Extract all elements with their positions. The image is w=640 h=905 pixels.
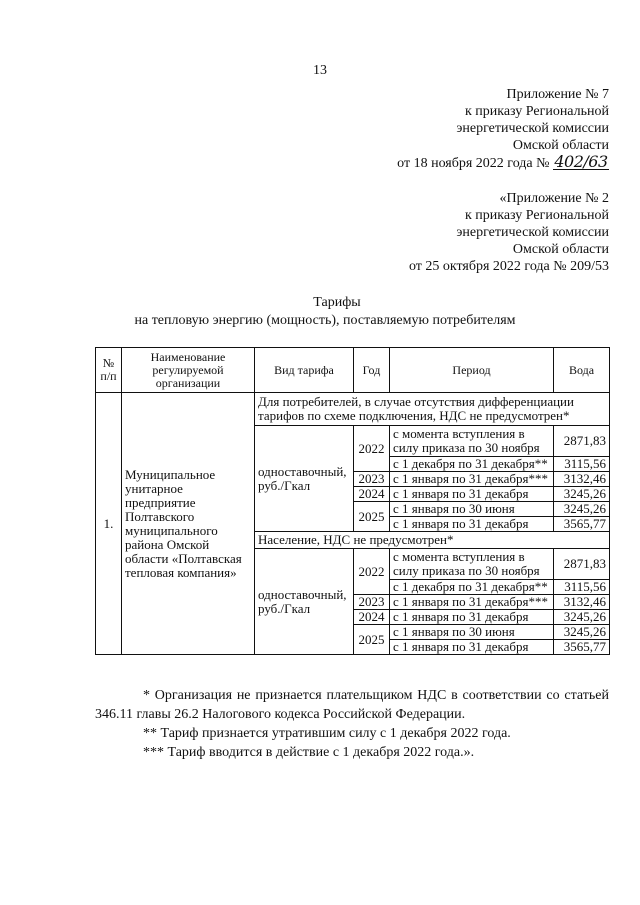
- value-cell: 3245,26: [554, 610, 610, 625]
- year-cell: 2025: [354, 502, 390, 532]
- appendix-current-line2: к приказу Региональной: [464, 104, 609, 119]
- year-cell: 2024: [354, 610, 390, 625]
- period-cell: с 1 декабря по 31 декабря**: [390, 457, 554, 472]
- appendix-ref-line2: к приказу Региональной: [464, 208, 609, 223]
- period-cell: с 1 января по 31 декабря: [390, 517, 554, 532]
- period-cell: с 1 января по 30 июня: [390, 625, 554, 640]
- value-cell: 3565,77: [554, 517, 610, 532]
- period-cell: с 1 января по 31 декабря: [390, 610, 554, 625]
- appendix-current-date: от 18 ноября 2022 года №: [397, 156, 550, 171]
- year-cell: 2025: [354, 625, 390, 655]
- title-line1: Тарифы: [313, 295, 361, 310]
- appendix-current-line4: Омской области: [512, 138, 609, 153]
- year-cell: 2022: [354, 549, 390, 595]
- period-cell: с 1 января по 31 декабря: [390, 487, 554, 502]
- header-period: Период: [390, 348, 554, 393]
- period-cell: с 1 января по 31 декабря***: [390, 595, 554, 610]
- period-cell: с 1 января по 31 декабря: [390, 640, 554, 655]
- tariff-type: одноставочный, руб./Гкал: [255, 426, 354, 532]
- footnote-3: *** Тариф вводится в действие с 1 декабря 2022 года.».: [143, 745, 475, 760]
- tariff-table: [95, 347, 610, 655]
- value-cell: 3132,46: [554, 595, 610, 610]
- value-cell: 2871,83: [554, 549, 610, 580]
- organization-name: Муниципальное унитарное предприятие Полтавского муниципального района Омской области «Полтавская тепловая компания»: [122, 393, 255, 655]
- appendix-ref-line5: от 25 октября 2022 года № 209/53: [408, 259, 609, 274]
- year-cell: 2023: [354, 472, 390, 487]
- page-number: 13: [313, 63, 327, 78]
- table-header-row: [96, 348, 610, 393]
- appendix-current: [397, 86, 609, 172]
- appendix-ref-line3: энергетической комиссии: [456, 225, 609, 240]
- header-type: Вид тарифа: [255, 348, 354, 393]
- value-cell: 3115,56: [554, 580, 610, 595]
- period-cell: с 1 декабря по 31 декабря**: [390, 580, 554, 595]
- period-cell: с 1 января по 30 июня: [390, 502, 554, 517]
- appendix-current-date-line: [397, 154, 609, 172]
- footnote-1: * Организация не признается плательщиком НДС в соответствии со статьей 346.11 главы 26.2 Налогового кодекса Российской Федерации.: [95, 688, 609, 722]
- header-water: Вода: [554, 348, 610, 393]
- year-cell: 2022: [354, 426, 390, 472]
- appendix-current-line3: энергетической комиссии: [456, 121, 609, 136]
- value-cell: 3115,56: [554, 457, 610, 472]
- value-cell: 3245,26: [554, 487, 610, 502]
- period-cell: с момента вступления в силу приказа по 30 ноября: [390, 549, 554, 580]
- value-cell: 3245,26: [554, 502, 610, 517]
- value-cell: 3132,46: [554, 472, 610, 487]
- section-label: Для потребителей, в случае отсутствия дифференциации тарифов по схеме подключения, НДС не предусмотрен*: [255, 393, 610, 426]
- document-title: [0, 294, 640, 330]
- appendix-ref-line1: «Приложение № 2: [499, 191, 609, 206]
- section-row: [96, 393, 610, 426]
- appendix-ref-line4: Омской области: [512, 242, 609, 257]
- value-cell: 3565,77: [554, 640, 610, 655]
- tariff-type: одноставочный, руб./Гкал: [255, 549, 354, 655]
- footnote-2: ** Тариф признается утратившим силу с 1 декабря 2022 года.: [143, 726, 511, 741]
- value-cell: 2871,83: [554, 426, 610, 457]
- footnotes: [95, 686, 609, 762]
- row-number: 1.: [96, 393, 122, 655]
- period-cell: с 1 января по 31 декабря***: [390, 472, 554, 487]
- appendix-reference: [409, 190, 609, 275]
- year-cell: 2023: [354, 595, 390, 610]
- header-org: Наименование регулируемой организации: [122, 348, 255, 393]
- period-cell: с момента вступления в силу приказа по 30 ноября: [390, 426, 554, 457]
- header-num: № п/п: [96, 348, 122, 393]
- header-year: Год: [354, 348, 390, 393]
- value-cell: 3245,26: [554, 625, 610, 640]
- title-line2: на тепловую энергию (мощность), поставляемую потребителям: [134, 313, 516, 328]
- year-cell: 2024: [354, 487, 390, 502]
- handwritten-order-number: 402/63: [554, 152, 608, 171]
- appendix-current-line1: Приложение № 7: [506, 87, 609, 102]
- section-label: Население, НДС не предусмотрен*: [255, 532, 610, 549]
